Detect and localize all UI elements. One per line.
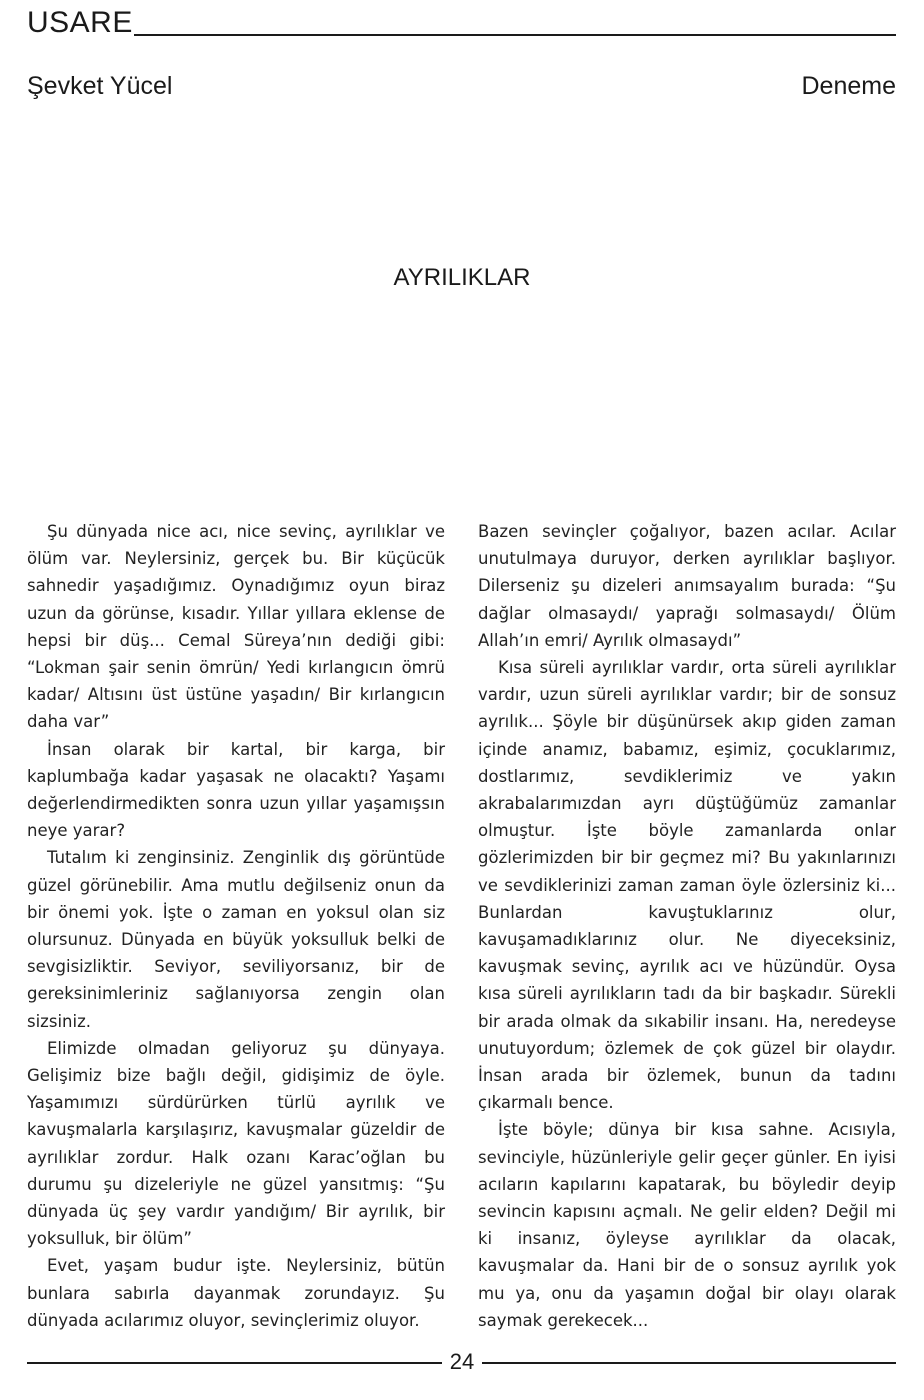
paragraph: Şu dünyada nice acı, nice sevinç, ayrılıklar ve ölüm var. Neylersiniz, gerçek bu. Bir küçücük sahnedir yaşadığımız. Oynadığımız oyun biraz uzun da görünse, kısadır. Yıllar yıllara eklense de hepsi bir düş... Cemal Süreya’nın dediği gibi: “Lokman şair senin ömrün/ Yedi kırlangıcın ömrü kadar/ Altısını üst üstüne yaşadın/ Bir kırlangıcın daha var” xyxy=(27,522,445,732)
footer-rule-left xyxy=(27,1362,442,1364)
genre-label: Deneme xyxy=(801,72,896,100)
paragraph: Evet, yaşam budur işte. Neylersiniz, bütün bunlara sabırla dayanmak zorundayız. Şu dünyada acılarımız oluyor, sevinçlerimiz oluyor. xyxy=(27,1256,445,1330)
paragraph: Elimizde olmadan geliyoruz şu dünyaya. Gelişimiz bize bağlı değil, gidişimiz de öyle. Yaşamımızı sürdürürken türlü ayrılık ve kavuşmalarla karşılaşırız, kavuşmalar güzeldir de ayrılıklar zordur. Halk ozanı Karac’oğlan bu durumu şu dizeleriyle ne güzel yansıtmış: “Şu dünyada üç şey vardır yandığım/ Bir ayrılık, bir yoksulluk, bir ölüm” xyxy=(27,1038,445,1249)
page-number: 24 xyxy=(449,1349,475,1374)
paragraph: Tutalım ki zenginsiniz. Zenginlik dış görüntüde güzel görünebilir. Ama mutlu değilseniz onun da bir önemi yok. İşte o zaman en yoksul olan siz olursunuz. Dünyada en büyük yoksulluk belki de sevgisizliktir. Seviyor, seviliyorsanız, bir de gereksinimleriniz sağlanıyorsa zengin olan sizsiniz. xyxy=(27,848,445,1031)
left-column xyxy=(27,518,445,1334)
paragraph: Kısa süreli ayrılıklar vardır, orta süreli ayrılıklar vardır, uzun süreli ayrılıklar vardır; bir de sonsuz ayrılık... Şöyle bir düşünürsek akıp giden zaman içinde anamız, babamız, eşimiz, çocuklarımız, dostlarımız, sevdiklerimiz ve yakın akrabalarımızdan ayrı düştüğümüz zamanlar olmuştur. İşte böyle zamanlarda onlar gözlerimizden bir bir geçmez mi? Bu yakınlarınızı ve sevdiklerinizi zaman zaman öyle özlersiniz ki... Bunlardan kavuştuklarınız olur, kavuşamadıklarınız olur. Ne diyeceksiniz, kavuşmak sevinç, ayrılık acı ve hüzündür. Oysa kısa süreli ayrılıkların tadı da bir başkadır. Sürekli bir arada olmak da sıkabilir insanı. Ha, neredeyse unutuyordum; özlemek de çok güzel bir olaydır. İnsan arada bir özlemek, bunun da tadını çıkarmalı bence. xyxy=(478,658,896,1113)
author-name: Şevket Yücel xyxy=(27,72,173,100)
article-title: AYRILIKLAR xyxy=(393,264,531,291)
paragraph: İşte böyle; dünya bir kısa sahne. Acısıyla, sevinciyle, hüzünleriyle gelir geçer günler. En iyisi acıların kapılarını kapatarak, bu böyledir deyip sevincin kapısını açmalı. Ne gelir elden? Değil mi ki insanız, öyleyse ayrılıklar da olacak, kavuşmalar da. Hani bir de o sonsuz ayrılık yok mu ya, onu da yaşamın doğal bir olayı olarak saymak gerekecek... xyxy=(478,1120,896,1330)
paragraph: Bazen sevinçler çoğalıyor, bazen acılar. Acılar unutulmaya duruyor, derken ayrılıklar başlıyor. Dilerseniz şu dizeleri anımsayalım burada: “Şu dağlar olmasaydı/ yaprağı solmasaydı/ Ölüm Allah’ın emri/ Ayrılık olmasaydı” xyxy=(478,522,896,650)
paragraph: İnsan olarak bir kartal, bir karga, bir kaplumbağa kadar yaşasak ne olacaktı? Yaşamı değerlendirmedikten sonra uzun yıllar yaşamışsın neye yarar? xyxy=(27,739,445,841)
right-column xyxy=(478,518,896,1334)
header-rule xyxy=(134,34,896,36)
footer-rule-right xyxy=(482,1362,896,1364)
magazine-name: USARE xyxy=(27,6,133,39)
